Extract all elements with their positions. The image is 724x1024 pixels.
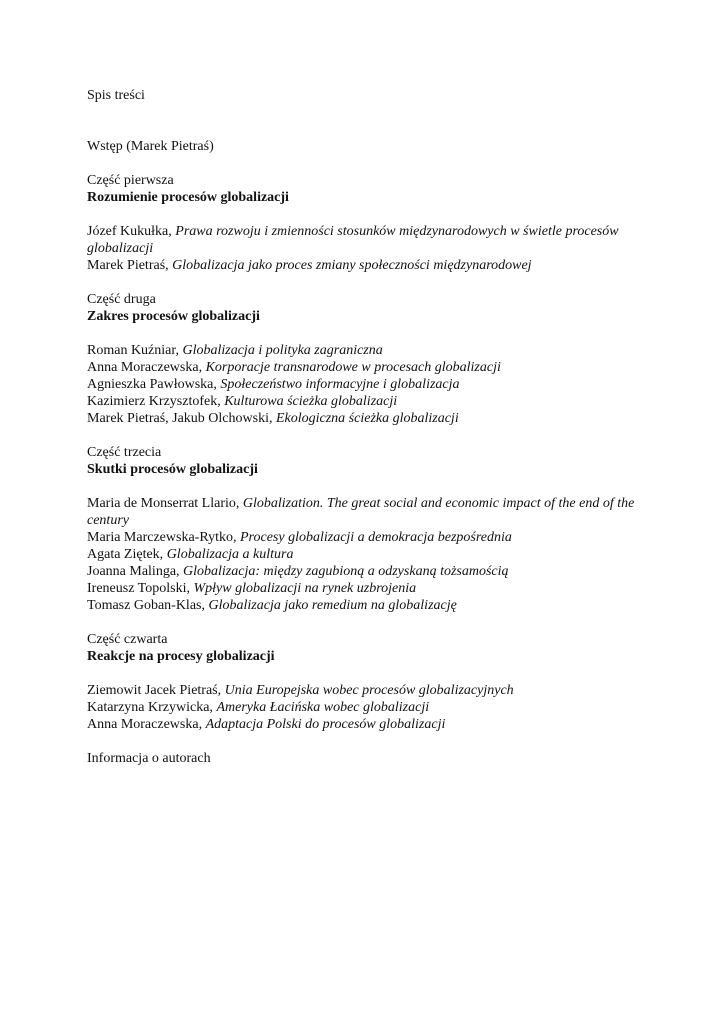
toc-entry — [87, 342, 647, 359]
entry-work-title: Ameryka Łacińska wobec globalizacji — [216, 700, 430, 715]
entry-work-title: Globalizacja jako remedium na globalizację — [208, 598, 457, 613]
entry-author: Roman Kuźniar, — [87, 343, 183, 358]
part-section — [87, 172, 647, 274]
entry-work-title: Prawa rozwoju i zmienności stosunków międzynarodowych w świetle procesów globalizacji — [87, 224, 619, 256]
entry-author: Agata Ziętek, — [87, 547, 167, 562]
part-section — [87, 631, 647, 733]
entry-author: Maria Marczewska-Rytko, — [87, 530, 240, 545]
part-label: Część czwarta — [87, 632, 168, 647]
part-title: Rozumienie procesów globalizacji — [87, 190, 289, 205]
entry-author: Ireneusz Topolski, — [87, 581, 194, 596]
toc-entry — [87, 359, 647, 376]
part-section — [87, 291, 647, 427]
table-of-contents — [87, 87, 647, 767]
part-label: Część druga — [87, 292, 156, 307]
entry-author: Anna Moraczewska, — [87, 360, 206, 375]
entry-author: Anna Moraczewska, — [87, 717, 206, 732]
entry-author: Katarzyna Krzywicka, — [87, 700, 217, 715]
closing-entry: Informacja o autorach — [87, 751, 211, 766]
entry-work-title: Adaptacja Polski do procesów globalizacji — [205, 717, 446, 732]
toc-entry — [87, 580, 647, 597]
toc-entry — [87, 495, 647, 529]
part-title: Reakcje na procesy globalizacji — [87, 649, 275, 664]
entry-author: Joanna Malinga, — [87, 564, 184, 579]
toc-title: Spis treści — [87, 88, 145, 103]
entry-work-title: Procesy globalizacji a demokracja bezpośrednia — [240, 530, 512, 545]
part-title: Zakres procesów globalizacji — [87, 309, 260, 324]
entry-author: Agnieszka Pawłowska, — [87, 377, 221, 392]
entry-author: Maria de Monserrat Llario, — [87, 496, 243, 511]
toc-entry — [87, 376, 647, 393]
intro-entry: Wstęp (Marek Pietraś) — [87, 139, 214, 154]
entry-work-title: Unia Europejska wobec procesów globalizacyjnych — [224, 683, 514, 698]
part-title: Skutki procesów globalizacji — [87, 462, 258, 477]
entry-work-title: Społeczeństwo informacyjne i globalizacja — [220, 377, 460, 392]
entry-author: Józef Kukułka, — [87, 224, 176, 239]
entry-work-title: Globalizacja i polityka zagraniczna — [182, 343, 383, 358]
entry-author: Marek Pietraś, — [87, 258, 173, 273]
toc-entry — [87, 529, 647, 546]
part-label: Część trzecia — [87, 445, 162, 460]
toc-entry — [87, 546, 647, 563]
entry-author: Ziemowit Jacek Pietraś, — [87, 683, 225, 698]
entry-work-title: Globalizacja a kultura — [166, 547, 294, 562]
part-section — [87, 444, 647, 614]
entry-author: Kazimierz Krzysztofek, — [87, 394, 225, 409]
toc-entry — [87, 393, 647, 410]
entry-author: Marek Pietraś, Jakub Olchowski, — [87, 411, 276, 426]
entry-work-title: Globalizacja: między zagubioną a odzyskaną tożsamością — [183, 564, 509, 579]
toc-entry — [87, 563, 647, 580]
toc-entry — [87, 410, 647, 427]
entry-author: Tomasz Goban-Klas, — [87, 598, 209, 613]
entry-work-title: Wpływ globalizacji na rynek uzbrojenia — [193, 581, 417, 596]
entry-work-title: Kulturowa ścieżka globalizacji — [224, 394, 398, 409]
entry-work-title: Korporacje transnarodowe w procesach globalizacji — [205, 360, 501, 375]
toc-entry — [87, 257, 647, 274]
toc-entry — [87, 223, 647, 257]
part-label: Część pierwsza — [87, 173, 174, 188]
toc-entry — [87, 699, 647, 716]
entry-work-title: Globalization. The great social and economic impact of the end of the century — [87, 496, 635, 528]
entry-work-title: Ekologiczna ścieżka globalizacji — [275, 411, 459, 426]
toc-entry — [87, 597, 647, 614]
toc-entry — [87, 682, 647, 699]
toc-entry — [87, 716, 647, 733]
entry-work-title: Globalizacja jako proces zmiany społeczności międzynarodowej — [172, 258, 532, 273]
